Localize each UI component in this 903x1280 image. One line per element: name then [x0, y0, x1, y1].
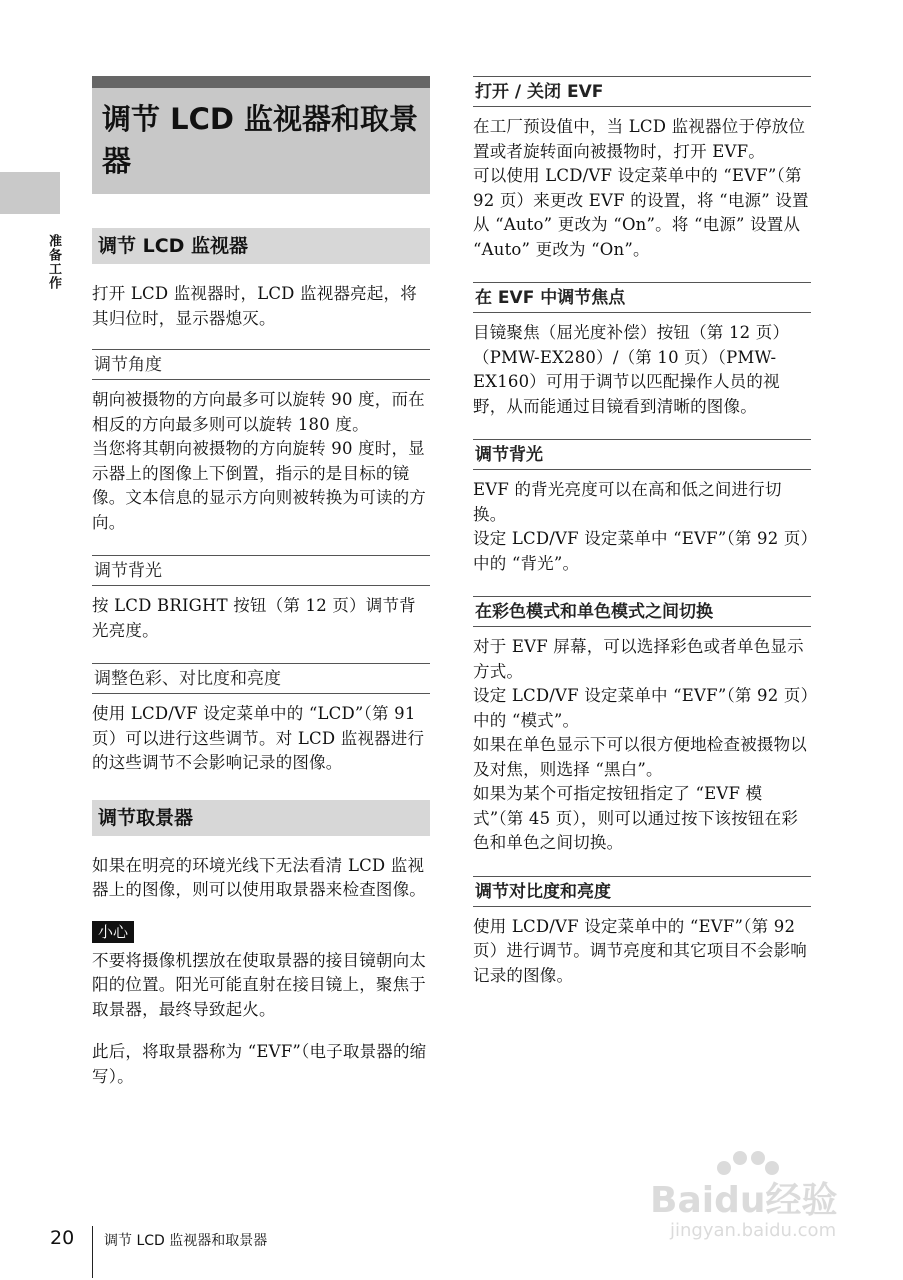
section-title-lcd: 调节 LCD 监视器: [92, 228, 430, 264]
angle-para-1: 朝向被摄物的方向最多可以旋转 90 度，而在相反的方向最多则可以旋转 180 度。: [92, 390, 425, 434]
evf-backlight-para-2: 设定 LCD/VF 设定菜单中 “EVF”（第 92 页）中的 “背光”。: [473, 529, 810, 573]
evf-onoff-para-1: 在工厂预设值中，当 LCD 监视器位于停放位置或者旋转面向被摄物时，打开 EVF。: [473, 117, 806, 161]
subsection-color-contrast: [92, 663, 430, 776]
color-mono-para-1: 对于 EVF 屏幕，可以选择彩色或者单色显示方式。: [473, 637, 804, 681]
evf-onoff-para-2: 可以使用 LCD/VF 设定菜单中的 “EVF”（第 92 页）来更改 EVF 的设置，将 “电源” 设置从 “Auto” 更改为 “On”。将 “电源” 设置从 “Auto” 更改为 “On”。: [473, 166, 809, 259]
section-title-viewfinder: 调节取景器: [92, 800, 430, 836]
evf-focus-para: 目镜聚焦（屈光度补偿）按钮（第 12 页）（PMW-EX280）/（第 10 页）（PMW-EX160）可用于调节以匹配操作人员的视野，从而能通过目镜看到清晰的图像。: [473, 323, 790, 416]
color-mono-para-3: 如果在单色显示下可以很方便地检查被摄物以及对焦，则选择 “黑白”。: [473, 735, 807, 779]
chapter-side-tab: [0, 172, 60, 214]
left-column: [92, 76, 430, 1089]
subsection-lcd-backlight: [92, 555, 430, 643]
subsection-angle: [92, 349, 430, 535]
chapter-side-label: 准备工作: [46, 234, 61, 290]
angle-para-2: 当您将其朝向被摄物的方向旋转 90 度时，显示器上的图像上下倒置，指示的是目标的镜像。文本信息的显示方向则被转换为可读的方向。: [92, 439, 426, 532]
subsection-color-mono: [473, 596, 811, 856]
baidu-watermark: [640, 1150, 870, 1250]
color-mono-para-2: 设定 LCD/VF 设定菜单中 “EVF”（第 92 页）中的 “模式”。: [473, 686, 810, 730]
caution-text: 不要将摄像机摆放在使取景器的接目镜朝向太阳的位置。阳光可能直射在接目镜上，聚焦于取景器，最终导致起火。: [92, 950, 426, 1019]
chapter-title: 调节 LCD 监视器和取景器: [92, 76, 430, 194]
watermark-url: jingyan.baidu.com: [670, 1220, 837, 1241]
subhead-lcd-backlight: 调节背光: [92, 555, 430, 586]
subsection-evf-focus: [473, 282, 811, 419]
subsection-evf-contrast: [473, 876, 811, 989]
evf-contrast-para: 使用 LCD/VF 设定菜单中的 “EVF”（第 92 页）进行调节。调节亮度和其它项目不会影响记录的图像。: [473, 916, 807, 985]
subhead-color-contrast: 调整色彩、对比度和亮度: [92, 663, 430, 694]
right-column: [473, 76, 811, 1008]
subhead-evf-focus: 在 EVF 中调节焦点: [473, 282, 811, 313]
subsection-evf-onoff: [473, 76, 811, 262]
subhead-angle: 调节角度: [92, 349, 430, 380]
subhead-evf-contrast: 调节对比度和亮度: [473, 876, 811, 907]
subhead-color-mono: 在彩色模式和单色模式之间切换: [473, 596, 811, 627]
watermark-logo-text: Baidu经验: [650, 1180, 838, 1221]
color-mono-para-4: 如果为某个可指定按钮指定了 “EVF 模式”（第 45 页），则可以通过按下该按钮在彩色和单色之间切换。: [473, 784, 799, 852]
page-number: 20: [50, 1227, 75, 1249]
lcd-backlight-para: 按 LCD BRIGHT 按钮（第 12 页）调节背光亮度。: [92, 596, 416, 640]
viewfinder-outro: 此后，将取景器称为 “EVF”（电子取景器的缩写）。: [92, 1042, 427, 1086]
footer-divider: [92, 1226, 93, 1278]
viewfinder-intro: 如果在明亮的环境光线下无法看清 LCD 监视器上的图像，则可以使用取景器来检查图像。: [92, 855, 426, 899]
color-contrast-para: 使用 LCD/VF 设定菜单中的 “LCD”（第 91 页）可以进行这些调节。对 LCD 监视器进行的这些调节不会影响记录的图像。: [92, 704, 425, 772]
evf-backlight-para-1: EVF 的背光亮度可以在高和低之间进行切换。: [473, 480, 782, 524]
subhead-evf-onoff: 打开 / 关闭 EVF: [473, 76, 811, 107]
caution-label: 小心: [92, 921, 134, 943]
subhead-evf-backlight: 调节背光: [473, 439, 811, 470]
running-title: 调节 LCD 监视器和取景器: [104, 1233, 268, 1249]
lcd-intro: 打开 LCD 监视器时，LCD 监视器亮起，将其归位时，显示器熄灭。: [92, 284, 417, 328]
subsection-evf-backlight: [473, 439, 811, 576]
